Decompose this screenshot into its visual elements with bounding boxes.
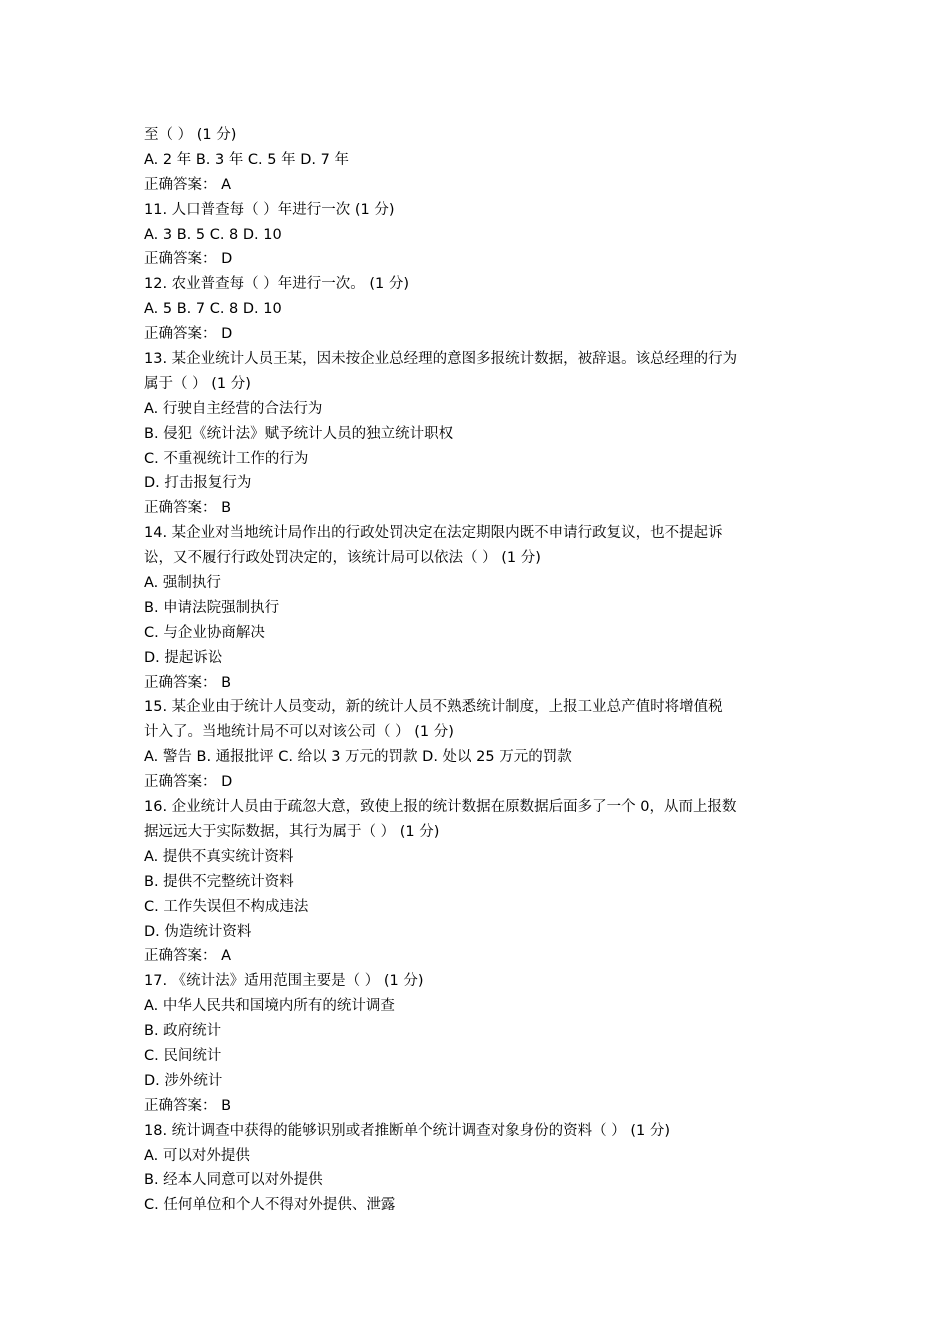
question-10-stem-end: 至（ ） (1 分) <box>144 127 237 143</box>
question-18-stem: 18. 统计调查中获得的能够识别或者推断单个统计调查对象身份的资料（ ） (1 分) <box>144 1122 671 1139</box>
question-15-stem-cont: 计入了。当地统计局不可以对该公司（ ） (1 分) <box>144 724 454 741</box>
question-18-option-c: C. 任何单位和个人不得对外提供、泄露 <box>144 1197 396 1214</box>
question-12-stem: 12. 农业普查每（ ）年进行一次。 (1 分) <box>144 276 410 293</box>
question-18-option-a: A. 可以对外提供 <box>144 1147 250 1164</box>
question-12-answer: 正确答案： D <box>144 326 233 343</box>
question-12-options: A. 5 B. 7 C. 8 D. 10 <box>144 301 282 318</box>
question-17-option-b: B. 政府统计 <box>144 1023 222 1040</box>
question-16-answer: 正确答案： A <box>144 948 232 965</box>
question-14-stem-cont: 讼，又不履行行政处罚决定的，该统计局可以依法（ ） (1 分) <box>144 550 541 567</box>
question-11-stem: 11. 人口普查每（ ）年进行一次 (1 分) <box>144 201 395 218</box>
question-10-answer: 正确答案： A <box>144 176 232 193</box>
question-14-option-d: D. 提起诉讼 <box>144 649 223 666</box>
question-17-option-d: D. 涉外统计 <box>144 1072 223 1089</box>
question-16-option-a: A. 提供不真实统计资料 <box>144 848 294 865</box>
question-15-answer: 正确答案： D <box>144 774 233 791</box>
question-14-answer: 正确答案： B <box>144 674 232 691</box>
question-11-answer: 正确答案： D <box>144 251 233 268</box>
question-13-option-c: C. 不重视统计工作的行为 <box>144 450 309 467</box>
question-13-option-b: B. 侵犯《统计法》赋予统计人员的独立统计职权 <box>144 425 454 442</box>
question-18-option-b: B. 经本人同意可以对外提供 <box>144 1172 323 1189</box>
question-17-option-a: A. 中华人民共和国境内所有的统计调查 <box>144 998 395 1015</box>
question-15-stem: 15. 某企业由于统计人员变动，新的统计人员不熟悉统计制度，上报工业总产值时将增值税 <box>144 699 723 716</box>
question-10-options: A. 2 年 B. 3 年 C. 5 年 D. 7 年 <box>144 151 349 168</box>
question-11-options: A. 3 B. 5 C. 8 D. 10 <box>144 226 282 243</box>
question-13-stem: 13. 某企业统计人员王某，因未按企业总经理的意图多报统计数据，被辞退。该总经理的行为 <box>144 351 738 368</box>
question-16-stem: 16. 企业统计人员由于疏忽大意，致使上报的统计数据在原数据后面多了一个 0，从而上报数 <box>144 799 737 816</box>
document-body <box>144 123 814 1218</box>
question-16-option-d: D. 伪造统计资料 <box>144 923 252 940</box>
question-15-options: A. 警告 B. 通报批评 C. 给以 3 万元的罚款 D. 处以 25 万元的罚款 <box>144 749 572 766</box>
question-17-answer: 正确答案： B <box>144 1097 232 1114</box>
question-14-option-c: C. 与企业协商解决 <box>144 624 265 641</box>
question-17-stem: 17. 《统计法》适用范围主要是（ ） (1 分) <box>144 973 424 990</box>
question-13-stem-cont: 属于（ ） (1 分) <box>144 375 251 392</box>
question-13-option-a: A. 行驶自主经营的合法行为 <box>144 400 323 417</box>
question-14-option-a: A. 强制执行 <box>144 575 221 592</box>
question-13-option-d: D. 打击报复行为 <box>144 475 252 492</box>
question-14-stem: 14. 某企业对当地统计局作出的行政处罚决定在法定期限内既不申请行政复议，也不提起诉 <box>144 525 723 542</box>
question-16-stem-cont: 据远远大于实际数据，其行为属于（ ） (1 分) <box>144 823 440 840</box>
question-13-answer: 正确答案： B <box>144 500 232 517</box>
question-17-option-c: C. 民间统计 <box>144 1047 222 1064</box>
question-16-option-c: C. 工作失误但不构成违法 <box>144 898 309 915</box>
question-14-option-b: B. 申请法院强制执行 <box>144 599 280 616</box>
question-16-option-b: B. 提供不完整统计资料 <box>144 873 294 890</box>
